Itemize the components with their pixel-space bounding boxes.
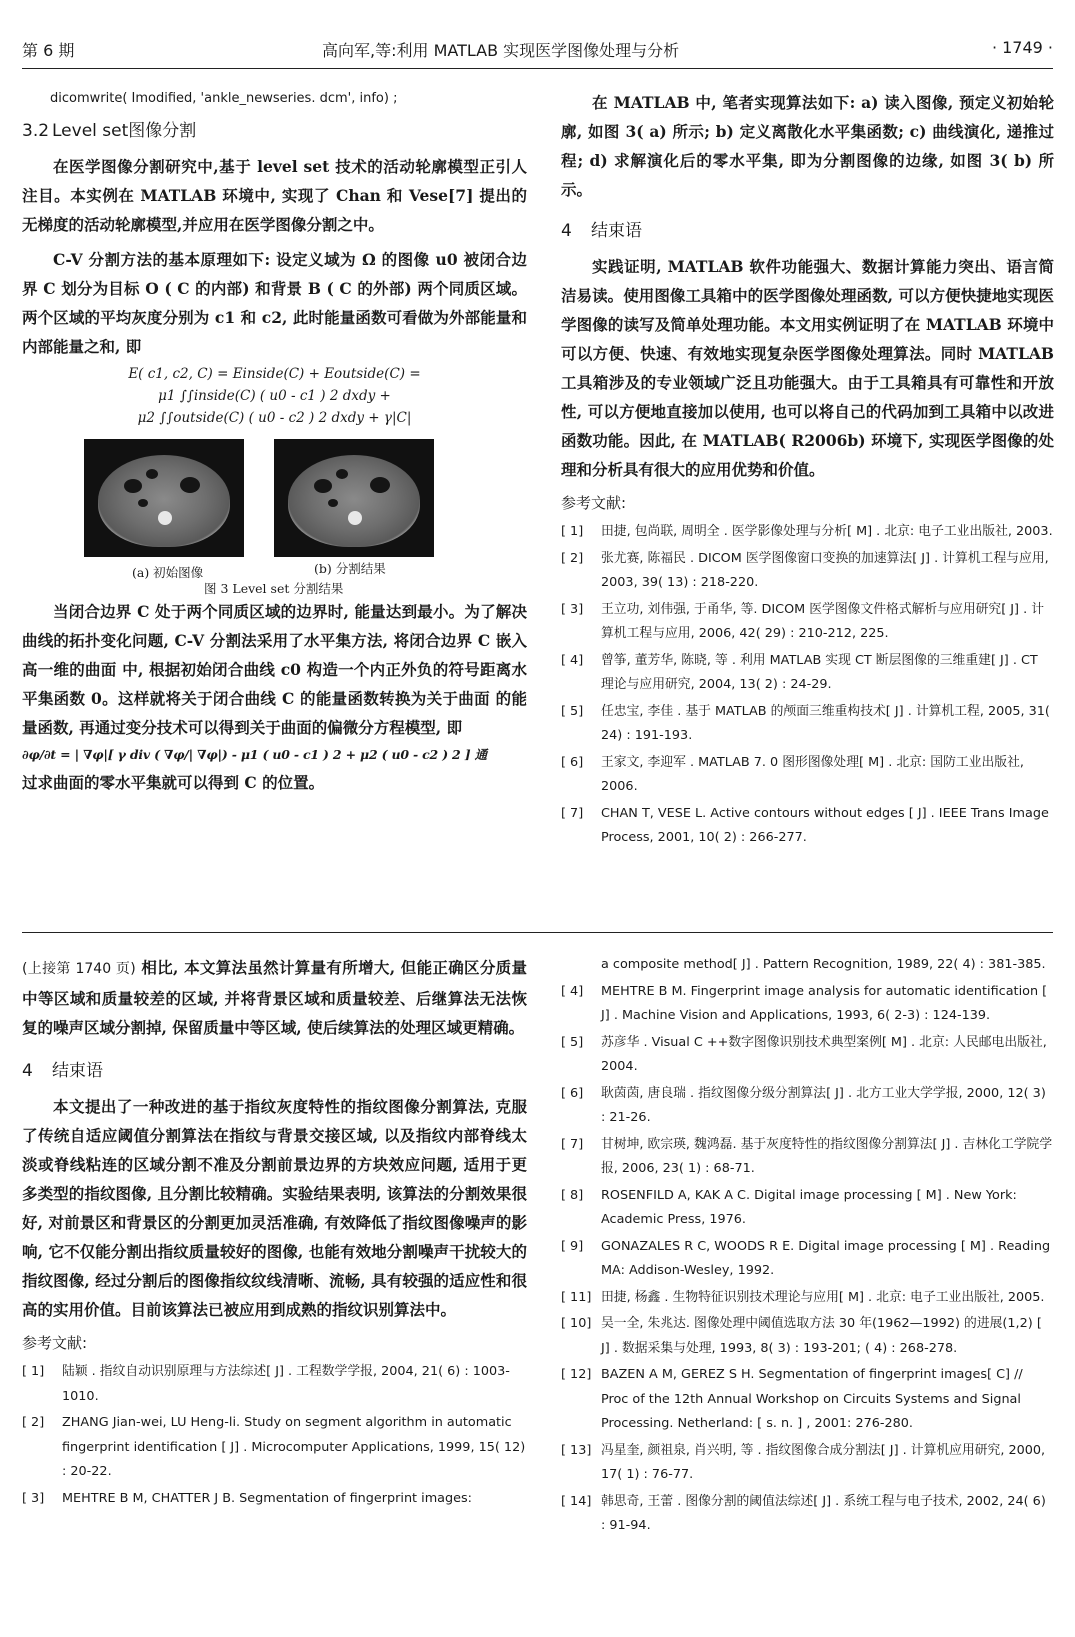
section-title: Level set图像分割 bbox=[52, 121, 197, 141]
section-title: 结束语 bbox=[591, 221, 642, 241]
reference-item: [ 12] BAZEN A M, GEREZ S H. Segmentation of fingerprint images[ C] // Proc of the 12th Annual Workshop on Circuits Systems and Signal Processing. Netherland: [ s. n. ] , 2001: 276-280. bbox=[561, 1367, 1023, 1431]
header-rule bbox=[22, 68, 1053, 69]
section-number: 3.2 bbox=[22, 121, 50, 141]
section-heading bbox=[561, 218, 1054, 244]
reference-item: [ 13] 冯星奎, 颜祖泉, 肖兴明, 等 . 指纹图像合成分割法[ J] . 计算机应用研究, 2000, 17( 1) : 76-77. bbox=[561, 1442, 1046, 1482]
article-left-column bbox=[22, 88, 527, 916]
reference-item: [ 2] 张尤赛, 陈福民 . DICOM 医学图像窗口变换的加速算法[ J] . 计算机工程与应用, 2003, 39( 13) : 218-220. bbox=[561, 550, 1049, 590]
section-heading bbox=[22, 1058, 527, 1084]
figure-3 bbox=[22, 439, 527, 597]
reference-item: [ 11] 田捷, 杨鑫 . 生物特征识别技术理论与应用[ M] . 北京: 电子工业出版社, 2005. bbox=[561, 1289, 1045, 1305]
reference-item: [ 4] MEHTRE B M. Fingerprint image analysis for automatic identification [ J] . Machine Vision and Applications, 1993, 6( 2-3) : 124-139. bbox=[561, 983, 1048, 1023]
reference-item: [ 4] 曾筝, 董芳华, 陈晓, 等 . 利用 MATLAB 实现 CT 断层图像的三维重建[ J] . CT 理论与应用研究, 2004, 13( 2) : 24-29. bbox=[561, 652, 1038, 692]
article-right-column bbox=[561, 88, 1054, 916]
figure-title: 图 3 Level set 分割结果 bbox=[204, 581, 344, 596]
reference-item: [ 14] 韩思奇, 王蕾 . 图像分割的阈值法综述[ J] . 系统工程与电子技术, 2002, 24( 6) : 91-94. bbox=[561, 1493, 1046, 1533]
running-header bbox=[22, 38, 1053, 68]
issue-number: 第 6 期 bbox=[22, 41, 75, 60]
code-line: dicomwrite( Imodified, 'ankle_newseries. dcm', info) ; bbox=[50, 91, 398, 106]
reference-item: [ 7] CHAN T, VESE L. Active contours without edges [ J] . IEEE Trans Image Process, 2001, 10( 2) : 266-277. bbox=[561, 805, 1049, 845]
reference-item: [ 1] 田捷, 包尚联, 周明全 . 医学影像处理与分析[ M] . 北京: 电子工业出版社, 2003. bbox=[561, 524, 1053, 539]
pde-equation: ∂φ/∂t = | ∇φ|[ γ div ( ∇φ/| ∇φ|) - μ1 ( u0 - c1 ) 2 + μ2 ( u0 - c2 ) 2 ] 通 bbox=[22, 747, 487, 762]
paragraph: 过求曲面的零水平集就可以得到 C 的位置。 bbox=[22, 773, 325, 792]
paragraph: 在医学图像分割研究中,基于 level set 技术的活动轮廓模型正引人注目。本实例在 MATLAB 环境中, 实现了 Chan 和 Vese[7] 提出的无梯度的活动轮廓模型,并应用在医学图像分割之中。 bbox=[22, 157, 527, 234]
ct-image-segmented bbox=[274, 439, 434, 557]
paragraph: 在 MATLAB 中, 笔者实现算法如下: a) 读入图像, 预定义初始轮廓, 如图 3( a) 所示; b) 定义离散化水平集函数; c) 曲线演化, 递推过程; d) 求解演化后的零水平集, 即为分割图像的边缘, 如图 3( b) 所示。 bbox=[561, 93, 1054, 199]
reference-item: [ 3] MEHTRE B M, CHATTER J B. Segmentation of fingerprint images: bbox=[22, 1490, 472, 1506]
running-title: 高向军,等:利用 MATLAB 实现医学图像处理与分析 bbox=[322, 41, 680, 60]
reference-list bbox=[561, 953, 1054, 1539]
continued-article-left-column bbox=[22, 953, 527, 1623]
reference-item: [ 5] 苏彦华 . Visual C ++数字图像识别技术典型案例[ M] . 北京: 人民邮电出版社, 2004. bbox=[561, 1034, 1047, 1074]
references-heading: 参考文献: bbox=[561, 494, 627, 512]
caption-a: (a) 初始图像 bbox=[132, 565, 204, 580]
paragraph-text: 相比, 本文算法虽然计算量有所增大, 但能正确区分质量中等区域和质量较差的区域, 并将背景区域和质量较差、后继算法无法恢复的噪声区域分割掉, 保留质量中等区域, 使后续算法的处理区域更精确。 bbox=[22, 958, 527, 1037]
reference-item: [ 9] GONAZALES R C, WOODS R E. Digital image processing [ M] . Reading MA: Addison-Wesley, 1992. bbox=[561, 1238, 1051, 1278]
reference-list bbox=[561, 520, 1054, 851]
reference-list bbox=[22, 1360, 527, 1511]
paragraph bbox=[22, 953, 527, 1042]
section-number: 4 bbox=[22, 1061, 33, 1081]
paragraph: 当闭合边界 C 处于两个同质区域的边界时, 能量达到最小。为了解决曲线的拓扑变化问题, C-V 分割法采用了水平集方法, 将闭合边界 C 嵌入高一维的曲面 中, 根据初始闭合曲线 c0 构造一个内正外负的符号距离水平集函数 0。这样就将关于闭合曲线 C 的能量函数转换为关于曲面 的能量函数, 再通过变分技术可以得到关于曲面的偏微分方程模型, 即 bbox=[22, 602, 527, 737]
article-separator-rule bbox=[22, 932, 1053, 933]
section-number: 4 bbox=[561, 221, 572, 241]
continued-article-right-column bbox=[561, 953, 1054, 1623]
equation-line: μ2 ∫∫outside(C) ( u0 - c2 ) 2 dxdy + γ|C| bbox=[137, 410, 412, 426]
reference-item: [ 5] 任忠宝, 李佳 . 基于 MATLAB 的颅面三维重构技术[ J] . 计算机工程, 2005, 31( 24) : 191-193. bbox=[561, 703, 1050, 743]
reference-item: [ 6] 耿茵茵, 唐良瑞 . 指纹图像分级分割算法[ J] . 北方工业大学学报, 2000, 12( 3) : 21-26. bbox=[561, 1085, 1046, 1125]
paragraph: 实践证明, MATLAB 软件功能强大、数据计算能力突出、语言简洁易读。使用图像工具箱中的医学图像处理函数, 可以方便快捷地实现医学图像的读写及简单处理功能。本文用实例证明了在 MATLAB 环境中可以方便、快速、有效地实现复杂医学图像处理算法。同时 MATLAB 工具箱涉及的专业领域广泛且功能强大。由于工具箱具有可靠性和开放性, 可以方便地直接加以使用, 也可以将自己的代码加到工具箱中以改进函数功能。因此, 在 MATLAB( R2006b) 环境下, 实现医学图像的处理和分析具有很大的应用优势和价值。 bbox=[561, 257, 1054, 479]
equation-line: μ1 ∫∫inside(C) ( u0 - c1 ) 2 dxdy + bbox=[158, 388, 391, 404]
reference-item: [ 2] ZHANG Jian-wei, LU Heng-li. Study on segment algorithm in automatic fingerprint identification [ J] . Microcomputer Applications, 1999, 15( 12) : 20-22. bbox=[22, 1415, 526, 1479]
reference-item: [ 3] 王立功, 刘伟强, 于甬华, 等. DICOM 医学图像文件格式解析与应用研究[ J] . 计算机工程与应用, 2006, 42( 29) : 210-212, 225. bbox=[561, 601, 1045, 641]
reference-item: [ 7] 甘树坤, 欧宗瑛, 魏鸿磊. 基于灰度特性的指纹图像分割算法[ J] . 吉林化工学院学报, 2006, 23( 1) : 68-71. bbox=[561, 1136, 1053, 1176]
reference-item: a composite method[ J] . Pattern Recognition, 1989, 22( 4) : 381-385. bbox=[601, 957, 1046, 972]
paragraph: 本文提出了一种改进的基于指纹灰度特性的指纹图像分割算法, 克服了传统自适应阈值分割算法在指纹与背景交接区域, 以及指纹内部脊线太淡或脊线粘连的区域分割不准及分割前景边界的方块效应问题, 适用于更多类型的指纹图像, 且分割比较精确。实验结果表明, 该算法的分割效果很好, 对前景区和背景区的分割更加灵活准确, 有效降低了指纹图像噪声的影响, 它不仅能分割出指纹质量较好的图像, 也能有效地分割噪声干扰较大的指纹图像, 经过分割后的图像指纹纹线清晰、流畅, 具有较强的适应性和很高的实用价值。目前该算法已被应用到成熟的指纹识别算法中。 bbox=[22, 1097, 527, 1319]
caption-b: (b) 分割结果 bbox=[314, 561, 386, 576]
section-title: 结束语 bbox=[52, 1061, 103, 1081]
paragraph: C-V 分割方法的基本原理如下: 设定义域为 Ω 的图像 u0 被闭合边界 C 划分为目标 O ( C 的内部) 和背景 B ( C 的外部) 两个同质区域。两个区域的平均灰度分别为 c1 和 c2, 此时能量函数可看做为外部能量和内部能量之和, 即 bbox=[22, 250, 527, 356]
reference-item: [ 10] 吴一全, 朱兆达. 图像处理中阈值选取方法 30 年(1962—1992) 的进展(1,2) [ J] . 数据采集与处理, 1993, 8( 3) : 193-201; ( 4) : 268-278. bbox=[561, 1316, 1042, 1356]
ct-image-initial bbox=[84, 439, 244, 557]
page-number: · 1749 · bbox=[991, 38, 1053, 57]
section-heading bbox=[22, 118, 527, 144]
references-heading: 参考文献: bbox=[22, 1334, 88, 1352]
reference-item: [ 6] 王家文, 李迎军 . MATLAB 7. 0 图形图像处理[ M] . 北京: 国防工业出版社, 2006. bbox=[561, 754, 1024, 794]
reference-item: [ 1] 陆颖 . 指纹自动识别原理与方法综述[ J] . 工程数学学报, 2004, 21( 6) : 1003-1010. bbox=[22, 1364, 510, 1404]
reference-item: [ 8] ROSENFILD A, KAK A C. Digital image processing [ M] . New York: Academic Press, 1976. bbox=[561, 1187, 1017, 1227]
equation-line: E( c1, c2, C) = Einside(C) + Eoutside(C) = bbox=[128, 366, 421, 382]
continued-note: (上接第 1740 页) bbox=[22, 961, 136, 977]
